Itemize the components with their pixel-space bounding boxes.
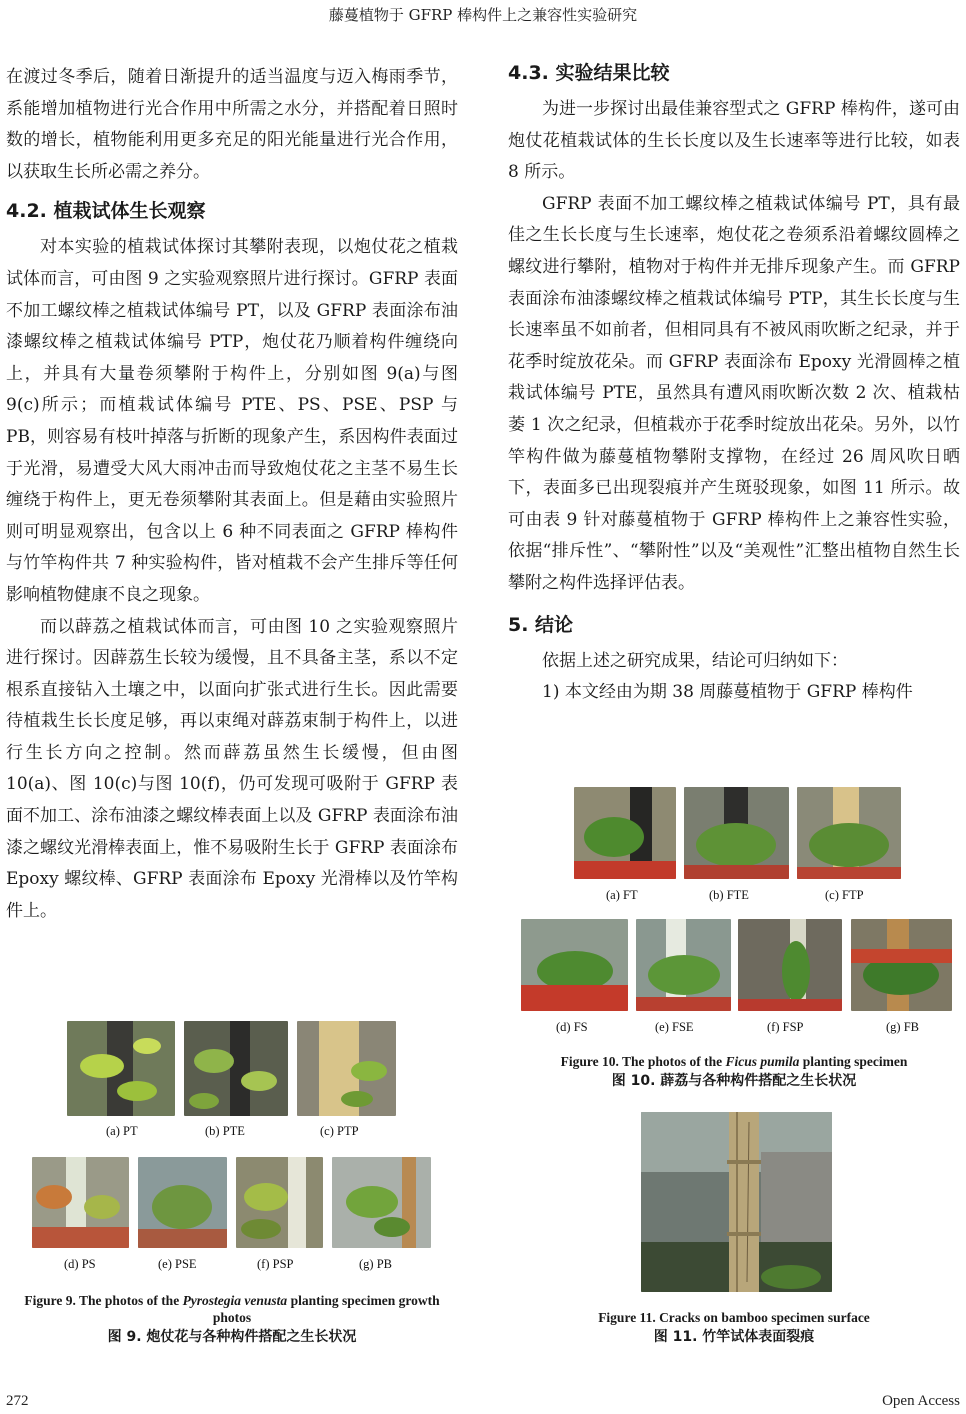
photo-ptp: [297, 1021, 396, 1116]
photo-pb: [332, 1157, 431, 1248]
subfigure-label: (a) PT: [106, 1124, 138, 1138]
photo-psp: [236, 1157, 323, 1248]
subfigure-label: (a) FT: [606, 888, 638, 902]
paragraph: 而以薜荔之植栽试体而言，可由图 10 之实验观察照片进行探讨。因薜荔生长较为缓慢，且不具备主茎，系以不定根系直接钻入土壤之中，以面向扩张式进行生长。因此需要待植栽生长长度足够，再以束绳对薜荔束制于构件上，以进行生长方向之控制。然而薜荔虽然生长缓慢，但由图 10(a)、图 10(c)与图 10(f)，仍可发现可吸附于 GFRP 表面不加工、涂布油漆之螺纹棒表面上以及 GFRP 表面涂布油漆之螺纹光滑棒表面上，惟不易吸附生长于 GFRP 表面涂布 Epoxy 螺纹棒、GFRP 表面涂布 Epoxy 光滑棒以及竹竿构件上。: [6, 616, 458, 921]
paragraph: 对本实验的植栽试体探讨其攀附表现，以炮仗花之植栽试体而言，可由图 9 之实验观察照片进行探讨。GFRP 表面不加工螺纹棒之植栽试体编号 PT，以及 GFRP 表面涂布油漆螺纹棒之植栽试体编号 PTP，炮仗花乃顺着构件缠绕向上，并具有大量卷须攀附于构件上，分别如图 9(a)与图 9(c)所示；而植栽试体编号 PTE、PS、PSE、PSP 与 PB，则容易有枝叶掉落与折断的现象产生，系因构件表面过于光滑，易遭受大风大雨冲击而导致炮仗花之主茎不易生长缠绕于构件上，更无卷须攀附其表面上。但是藉由实验照片则可明显观察出，包含以上 6 种不同表面之 GFRP 棒构件与竹竿构件共 7 种实验构件，皆对植栽不会产生排斥等任何影响植物健康不良之现象。: [6, 237, 458, 605]
photo-bamboo-cracks: [641, 1112, 832, 1292]
subfigure-label: (d) PS: [64, 1257, 96, 1271]
subfigure-label: (c) FTP: [825, 888, 864, 902]
photo-fs: [521, 919, 628, 1011]
section-heading-4-3: 4.3. 实验结果比较: [508, 62, 670, 84]
paragraph: 依据上述之研究成果，结论可归纳如下：: [542, 650, 848, 671]
photo-pt: [67, 1021, 175, 1116]
figure-11-caption-en: Figure 11. Cracks on bamboo specimen surface: [598, 1310, 870, 1325]
paragraph: 为进一步探讨出最佳兼容型式之 GFRP 棒构件，遂可由炮仗花植栽试体的生长长度以及生长速率等进行比较，如表 8 所示。: [508, 99, 960, 183]
paragraph: GFRP 表面不加工螺纹棒之植栽试体编号 PT，具有最佳之生长长度与生长速率，炮仗花之卷须系沿着螺纹圆棒之螺纹进行攀附，植物对于构件并无排斥现象产生。而 GFRP 表面涂布油漆螺纹棒之植栽试体编号 PTP，其生长长度与生长速率虽不如前者，但相同具有不被风雨吹断之纪录，并于花季时绽放花朵。而 GFRP 表面涂布 Epoxy 光滑圆棒之植栽试体编号 PTE，虽然具有遭风雨吹断次数 2 次、植栽枯萎 1 次之纪录，但植栽亦于花季时绽放出花朵。另外，以竹竿构件做为藤蔓植物攀附支撑物，在经过 26 周风吹日晒下，表面多已出现裂痕并产生斑驳现象，如图 11 所示。故可由表 9 针对藤蔓植物于 GFRP 棒构件上之兼容性实验，依据“排斥性”、“攀附性”以及“美观性”汇整出植物自然生长攀附之构件选择评估表。: [508, 193, 960, 593]
section-heading-5: 5. 结论: [508, 613, 574, 636]
subfigure-label: (g) FB: [886, 1020, 919, 1034]
section-heading-4-2: 4.2. 植栽试体生长观察: [6, 200, 206, 223]
subfigure-label: (b) PTE: [205, 1124, 245, 1138]
figure-9-caption-en: Figure 9. The photos of the Pyrostegia venusta planting specimen growth photos: [24, 1293, 440, 1325]
figure-10-caption-en: Figure 10. The photos of the Ficus pumila planting specimen: [560, 1054, 908, 1069]
photo-ft: [574, 787, 676, 879]
figure-11-caption-zh: 图 11. 竹竿试体表面裂痕: [653, 1329, 815, 1345]
subfigure-label: (c) PTP: [320, 1124, 359, 1138]
subfigure-label: (f) PSP: [257, 1257, 294, 1271]
photo-ftp: [797, 787, 901, 879]
subfigure-label: (e) FSE: [655, 1020, 694, 1034]
running-header: 藤蔓植物于 GFRP 棒构件上之兼容性实验研究: [328, 6, 638, 24]
left-column: [6, 62, 458, 927]
subfigure-label: (d) FS: [556, 1020, 588, 1034]
subfigure-label: (b) FTE: [709, 888, 749, 902]
photo-ps: [32, 1157, 129, 1248]
paragraph: 1) 本文经由为期 38 周藤蔓植物于 GFRP 棒构件: [542, 682, 913, 703]
paragraph: 在渡过冬季后，随着日渐提升的适当温度与迈入梅雨季节，系能增加植物进行光合作用中所需之水分，并搭配着日照时数的增长，植物能利用更多充足的阳光能量进行光合作用，以获取生长所必需之养分。: [6, 67, 458, 182]
photo-fte: [684, 787, 789, 879]
photo-fb: [851, 919, 952, 1011]
subfigure-label: (g) PB: [359, 1257, 392, 1271]
right-column: [508, 60, 960, 709]
photo-pse: [138, 1157, 227, 1248]
subfigure-label: (e) PSE: [158, 1257, 197, 1271]
photo-pte: [184, 1021, 288, 1116]
subfigure-label: (f) FSP: [767, 1020, 804, 1034]
journal-name: Open Access: [882, 1393, 960, 1409]
figure-9-caption-zh: 图 9. 炮仗花与各种构件搭配之生长状况: [107, 1329, 357, 1345]
page-number: 272: [6, 1393, 29, 1409]
figure-10-caption-zh: 图 10. 薜荔与各种构件搭配之生长状况: [611, 1073, 857, 1089]
photo-fse: [636, 919, 731, 1011]
photo-fsp: [738, 919, 842, 1011]
